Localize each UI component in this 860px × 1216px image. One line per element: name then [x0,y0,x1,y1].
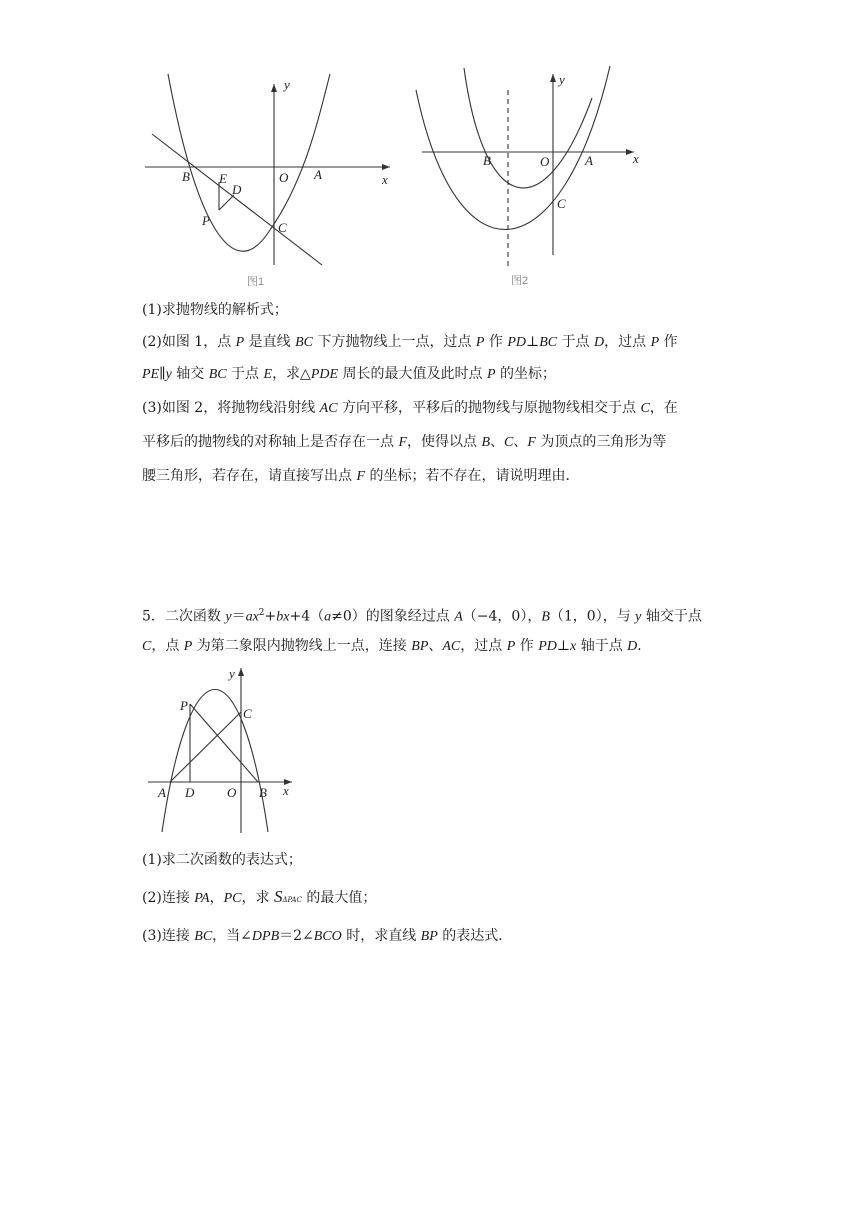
q5-fig-point-c: C [243,706,252,721]
q5-fig-point-d: D [185,785,195,800]
fig1-caption: 图1 [247,276,265,288]
q4-part1: (1)求抛物线的解析式； [142,302,288,318]
q5-stem-line1: 5．二次函数 $y=ax^2+bx+4(a\ne 0)$的图象经过点 A（−4，0），B（1，0），与 y 轴交于点 [142,608,702,625]
fig1-point-e: E [219,171,227,186]
fig2-point-b: B [483,153,491,168]
fig2-x-label: x [633,151,639,166]
q5-part3: (3)连接 BC，当∠DPB＝2∠BCO 时，求直线 BP 的表达式． [142,928,513,944]
fig1-origin: O [279,170,289,185]
fig2-point-a: A [585,153,593,168]
fig1-point-p: P [202,213,210,228]
q4-part2-line2: PE∥y 轴交 BC 于点 E，求△PDE 周长的最大值及此时点 P 的坐标； [142,366,556,382]
q5-part1: (1)求二次函数的表达式； [142,852,302,868]
fig2-y-label: y [559,72,565,87]
fig2-origin: O [540,154,550,169]
q5-part2: (2)连接 PA，PC，求 SΔPAC 的最大值； [142,887,377,906]
q5-fig-origin: O [227,785,237,800]
q4-part3-line2: 平移后的抛物线的对称轴上是否存在一点 F，使得以点 B、C、F 为顶点的三角形为等 [142,434,667,450]
figure-2 [412,62,652,292]
figure-q5 [140,660,310,840]
fig2-caption: 图2 [511,275,529,287]
fig1-point-b: B [182,169,190,184]
q5-fig-point-b: B [259,785,267,800]
fig1-point-a: A [314,167,322,182]
q5-fig-y-label: y [229,666,235,681]
q4-part3-line1: (3)如图 2，将抛物线沿射线 AC 方向平移，平移后的抛物线与原抛物线相交于点 C，在 [142,400,678,416]
fig1-point-c: C [278,220,287,235]
q5-fig-point-a: A [158,785,166,800]
q4-part3-line3: 腰三角形，若存在，请直接写出点 F 的坐标；若不存在，请说明理由． [142,468,580,484]
q5-stem-line2: C，点 P 为第二象限内抛物线上一点，连接 BP、AC，过点 P 作 PD⊥x 轴于点 D． [142,638,652,654]
q5-fig-point-p: P [180,698,188,713]
figure-1 [140,70,400,300]
q4-part2-line1: (2)如图 1，点 P 是直线 BC 下方抛物线上一点，过点 P 作 PD⊥BC 于点 D，过点 P 作 [142,334,678,350]
fig1-point-d: D [232,182,242,197]
fig1-x-label: x [382,172,388,187]
fig1-y-label: y [284,77,290,92]
q5-fig-x-label: x [283,783,289,798]
fig2-point-c: C [557,196,566,211]
